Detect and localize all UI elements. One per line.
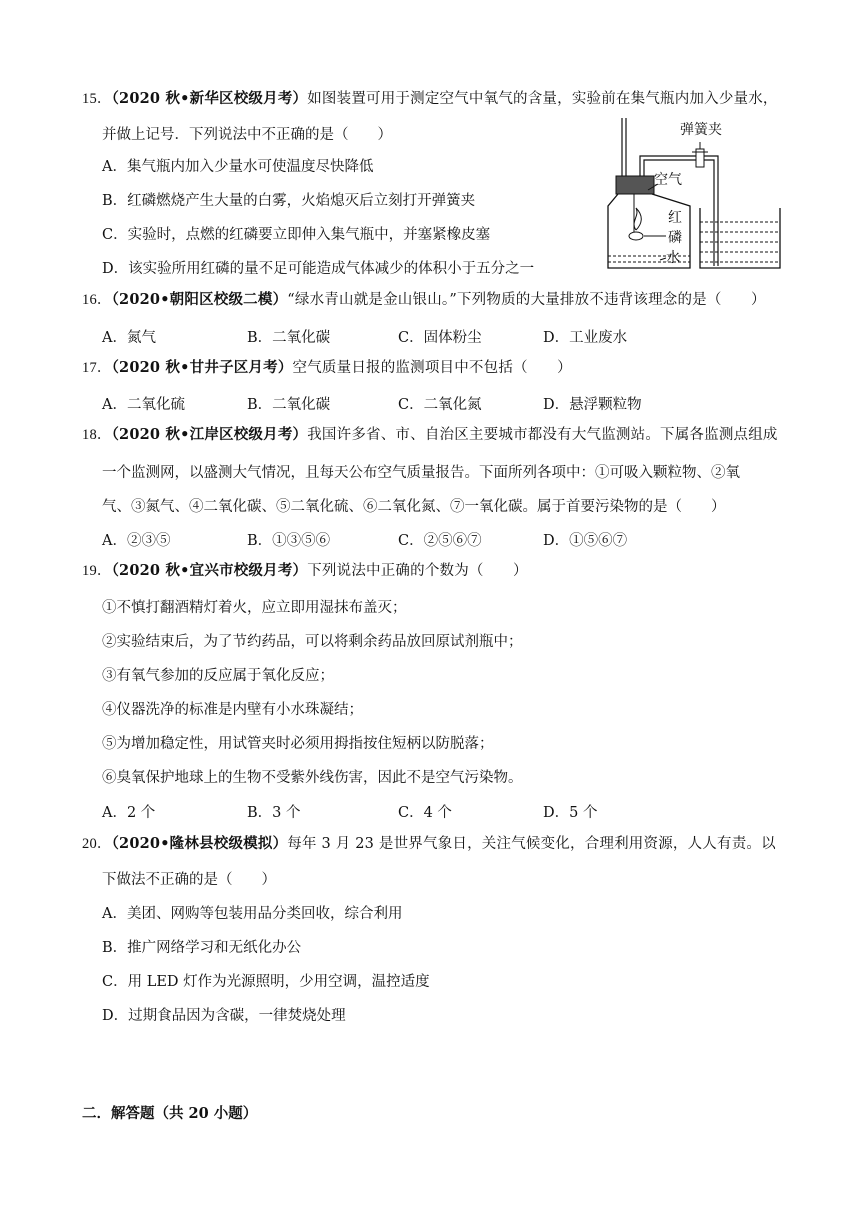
question-source: （2020•朝阳区校级二模） (111, 291, 288, 308)
question-number: 15． (82, 91, 112, 107)
option-a: A．美团、网购等包装用品分类回收，综合利用 (102, 906, 403, 922)
option-d: D．悬浮颗粒物 (543, 397, 642, 413)
question-source: （2020 秋•江岸区校级月考） (111, 426, 308, 443)
question-16-options (102, 326, 782, 348)
option-d: D．5 个 (543, 805, 598, 821)
option-d: D．工业废水 (543, 330, 628, 346)
label-water: 水 (666, 250, 680, 266)
stem-text: 下列说法中正确的个数为（ ） (307, 563, 528, 579)
question-18-stem-cont-2: 气、③氮气、④二氧化碳、⑤二氧化硫、⑥二氧化氮、⑦一氧化碳。属于首要污染物的是（ ） (102, 499, 726, 515)
question-19-stem (82, 554, 782, 588)
statement-2: ②实验结束后，为了节约药品，可以将剩余药品放回原试剂瓶中； (102, 634, 523, 650)
question-18-stem (82, 418, 782, 452)
question-20-stem (82, 827, 782, 861)
question-18-options (102, 529, 782, 551)
label-phosphorus: 磷 (668, 230, 682, 246)
question-19-options (102, 801, 782, 823)
question-16-stem (82, 283, 782, 317)
label-air: 空气 (654, 172, 682, 188)
option-a: A．②③⑤ (102, 533, 171, 549)
question-source: （2020 秋•宜兴市校级月考） (111, 562, 308, 579)
option-b: B．3 个 (247, 805, 301, 821)
question-15-stem-cont: 并做上记号．下列说法中不正确的是（ ） (102, 127, 392, 143)
option-c: C．②⑤⑥⑦ (398, 533, 482, 549)
option-d: D．该实验所用红磷的量不足可能造成气体减少的体积小于五分之一 (102, 261, 535, 277)
statement-5: ⑤为增加稳定性，用试管夹时必须用拇指按住短柄以防脱落； (102, 736, 494, 752)
stem-text: 空气质量日报的监测项目中不包括（ ） (292, 360, 572, 376)
stem-text: “绿水青山就是金山银山。”下列物质的大量排放不违背该理念的是（ ） (287, 292, 766, 308)
question-number: 20． (82, 836, 112, 852)
option-d: D．过期食品因为含碳，一律焚烧处理 (102, 1008, 346, 1024)
option-c: C．4 个 (398, 805, 452, 821)
question-number: 18． (82, 427, 112, 443)
option-a: A．氮气 (102, 330, 156, 346)
option-b: B．推广网络学习和无纸化办公 (102, 940, 302, 956)
statement-1: ①不慎打翻酒精灯着火，应立即用湿抹布盖灭； (102, 600, 407, 616)
option-c: C．实验时，点燃的红磷要立即伸入集气瓶中，并塞紧橡皮塞 (102, 227, 491, 243)
question-17-options (102, 393, 782, 415)
question-number: 17． (82, 360, 112, 376)
statement-4: ④仪器洗净的标准是内壁有小水珠凝结； (102, 702, 363, 718)
option-b: B．①③⑤⑥ (247, 533, 331, 549)
question-18-stem-cont-1: 一个监测网，以盛测大气情况，且每天公布空气质量报告。下面所列各项中：①可吸入颗粒物、②氧 (102, 465, 740, 481)
option-a: A．集气瓶内加入少量水可使温度尽快降低 (102, 159, 374, 175)
question-source: （2020•隆林县校级模拟） (111, 835, 288, 852)
option-c: C．用 LED 灯作为光源照明，少用空调，温控适度 (102, 974, 430, 990)
question-15-stem (82, 82, 782, 116)
question-number: 19． (82, 563, 112, 579)
option-c: C．固体粉尘 (398, 330, 482, 346)
statement-6: ⑥臭氧保护地球上的生物不受紫外线伤害，因此不是空气污染物。 (102, 770, 523, 786)
option-b: B．二氧化碳 (247, 330, 331, 346)
section-heading: 二．解答题（共 20 小题） (82, 1105, 258, 1122)
option-b: B．红磷燃烧产生大量的白雾，火焰熄灭后立刻打开弹簧夹 (102, 193, 476, 209)
question-17-stem (82, 351, 782, 385)
stem-text: 如图装置可用于测定空气中氧气的含量，实验前在集气瓶内加入少量水， (307, 91, 778, 107)
oxygen-measurement-apparatus-diagram (600, 118, 790, 274)
option-b: B．二氧化碳 (247, 397, 331, 413)
option-d: D．①⑤⑥⑦ (543, 533, 628, 549)
statement-3: ③有氧气参加的反应属于氧化反应； (102, 668, 334, 684)
question-number: 16． (82, 292, 112, 308)
option-a: A．二氧化硫 (102, 397, 185, 413)
option-a: A．2 个 (102, 805, 156, 821)
stem-text: 每年 3 月 23 是世界气象日，关注气候变化，合理利用资源，人人有责。以 (287, 836, 776, 852)
question-20-stem-cont: 下做法不正确的是（ ） (102, 872, 276, 888)
label-red: 红 (668, 210, 682, 226)
question-source: （2020 秋•新华区校级月考） (111, 90, 308, 107)
stem-text: 我国许多省、市、自治区主要城市都没有大气监测站。下属各监测点组成 (307, 427, 778, 443)
question-source: （2020 秋•甘井子区月考） (111, 359, 293, 376)
option-c: C．二氧化氮 (398, 397, 482, 413)
label-spring-clip: 弹簧夹 (680, 122, 722, 138)
